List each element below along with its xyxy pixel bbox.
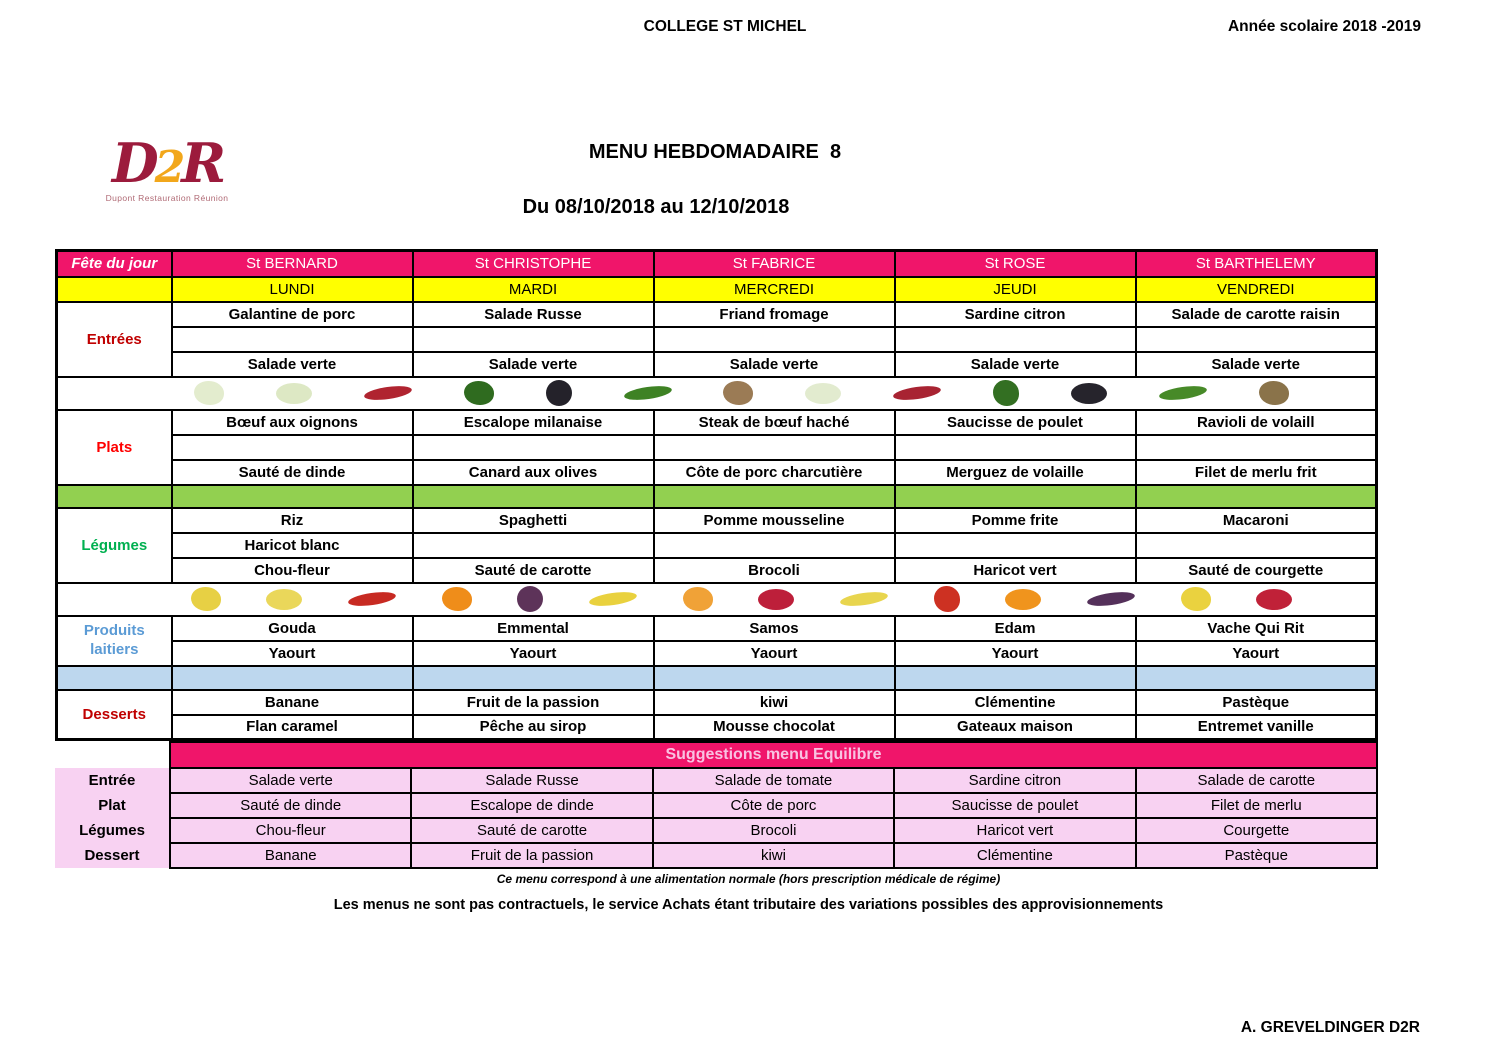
suggestion-cell: Sauté de dinde (170, 793, 411, 818)
black-olives-photo (1071, 383, 1107, 404)
menu-cell: Yaourt (654, 641, 895, 666)
menu-cell: Sauté de carotte (413, 558, 654, 583)
suggestions-header: Suggestions menu Equilibre (170, 742, 1377, 768)
menu-cell: Salade verte (1136, 352, 1377, 377)
suggestion-cell: Saucisse de poulet (894, 793, 1135, 818)
menu-cell: Friand fromage (654, 302, 895, 327)
menu-cell: Salade Russe (413, 302, 654, 327)
saint-header-wednesday: St FABRICE (654, 251, 895, 277)
menu-cell: Bœuf aux oignons (172, 410, 413, 435)
suggestion-cell: Fruit de la passion (411, 843, 652, 868)
saint-header-friday: St BARTHELEMY (1136, 251, 1377, 277)
suggestion-cell: kiwi (653, 843, 894, 868)
blue-separator-cell (57, 666, 172, 690)
suggestion-label-dessert: Dessert (55, 843, 170, 868)
menu-cell (413, 327, 654, 352)
green-separator-cell (654, 485, 895, 508)
menu-cell (895, 435, 1136, 460)
menu-cell: Edam (895, 616, 1136, 641)
bananas-photo (588, 590, 637, 609)
mushrooms-photo (723, 381, 753, 405)
menu-cell: Pêche au sirop (413, 715, 654, 740)
lemon-slice-photo (266, 589, 302, 610)
suggestion-label-legumes: Légumes (55, 818, 170, 843)
menu-cell: Steak de bœuf haché (654, 410, 895, 435)
suggestion-cell: Pastèque (1136, 843, 1377, 868)
blue-separator-cell (654, 666, 895, 690)
blue-separator-cell (172, 666, 413, 690)
menu-disclaimer-contractuel: Les menus ne sont pas contractuels, le service Achats étant tributaire des variations possibles des approvisionnements (333, 897, 1164, 913)
menu-cell: kiwi (654, 690, 895, 715)
menu-cell: Saucisse de poulet (895, 410, 1136, 435)
menu-cell: Filet de merlu frit (1136, 460, 1377, 485)
suggestion-cell: Escalope de dinde (411, 793, 652, 818)
cherry-tomatoes-photo (347, 590, 396, 609)
green-separator-cell (895, 485, 1136, 508)
school-year: Année scolaire 2018 -2019 (1227, 18, 1421, 35)
menu-cell: Escalope milanaise (413, 410, 654, 435)
blue-separator-cell (895, 666, 1136, 690)
fruit-images-row (58, 586, 1375, 612)
signature: A. GREVELDINGER D2R (1240, 1019, 1420, 1036)
suggestion-cell: Brocoli (653, 818, 894, 843)
green-separator-cell (413, 485, 654, 508)
fennel-photo (194, 381, 224, 405)
menu-table-wrapper (55, 249, 1378, 869)
menu-cell: Salade verte (172, 352, 413, 377)
suggestion-cell: Courgette (1136, 818, 1377, 843)
greens-photo (1158, 384, 1207, 403)
raspberries-photo (758, 589, 794, 610)
menu-cell: Côte de porc charcutière (654, 460, 895, 485)
saint-header-tuesday: St CHRISTOPHE (413, 251, 654, 277)
menu-cell: Pomme frite (895, 508, 1136, 533)
suggestion-cell: Banane (170, 843, 411, 868)
pomegranate-photo (363, 384, 412, 403)
suggestion-cell: Salade de tomate (653, 768, 894, 793)
section-label-produits-laitiers (57, 616, 172, 666)
logo-tagline: Dupont Restauration Réunion (105, 193, 229, 203)
suggestion-cell: Haricot vert (894, 818, 1135, 843)
menu-cell: Salade verte (895, 352, 1136, 377)
lemon-slice-photo (839, 590, 888, 609)
menu-cell: Gateaux maison (895, 715, 1136, 740)
green-separator-cell (1136, 485, 1377, 508)
menu-cell: Chou-fleur (172, 558, 413, 583)
fruits-photo-strip (57, 583, 1377, 616)
zucchini-photo (464, 381, 494, 405)
lemon-photo (191, 587, 221, 611)
menu-cell: Sauté de courgette (1136, 558, 1377, 583)
saint-header-monday: St BERNARD (172, 251, 413, 277)
produits-laitiers-text: Produits laitiers (83, 621, 145, 658)
menu-cell: Haricot blanc (172, 533, 413, 558)
menu-cell: Riz (172, 508, 413, 533)
suggestion-label-plat: Plat (55, 793, 170, 818)
saint-header-thursday: St ROSE (895, 251, 1136, 277)
menu-cell: Yaourt (895, 641, 1136, 666)
suggestion-cell: Clémentine (894, 843, 1135, 868)
menu-cell (654, 327, 895, 352)
menu-cell: Emmental (413, 616, 654, 641)
vegetable-images-row (58, 380, 1375, 406)
suggestion-cell: Chou-fleur (170, 818, 411, 843)
blue-separator-cell (1136, 666, 1377, 690)
menu-cell: Yaourt (172, 641, 413, 666)
day-header-thursday: JEUDI (895, 277, 1136, 302)
zucchini-photo (993, 380, 1019, 406)
orange-slice-photo (442, 587, 472, 611)
suggestion-cell: Filet de merlu (1136, 793, 1377, 818)
menu-cell: Banane (172, 690, 413, 715)
orange-slice-photo (1005, 589, 1041, 610)
green-separator-cell (172, 485, 413, 508)
fennel-photo (805, 383, 841, 404)
menu-cell: Fruit de la passion (413, 690, 654, 715)
logo-letter-d: D (111, 131, 155, 195)
menu-table (55, 249, 1378, 741)
suggestion-cell: Côte de porc (653, 793, 894, 818)
menu-cell: Canard aux olives (413, 460, 654, 485)
menu-cell: Macaroni (1136, 508, 1377, 533)
figs-photo (517, 586, 543, 612)
suggestion-cell: Sardine citron (894, 768, 1135, 793)
day-header-tuesday: MARDI (413, 277, 654, 302)
menu-cell: Flan caramel (172, 715, 413, 740)
vegetables-photo-strip (57, 377, 1377, 410)
suggestion-label-entree: Entrée (55, 768, 170, 793)
suggestion-cell: Salade Russe (411, 768, 652, 793)
menu-cell: Clémentine (895, 690, 1136, 715)
menu-cell: Sardine citron (895, 302, 1136, 327)
menu-cell: Mousse chocolat (654, 715, 895, 740)
menu-cell: Haricot vert (895, 558, 1136, 583)
menu-cell (172, 327, 413, 352)
menu-cell: Spaghetti (413, 508, 654, 533)
menu-cell (172, 435, 413, 460)
menu-disclaimer-regime: Ce menu correspond à une alimentation normale (hors prescription médicale de régime) (496, 872, 1001, 886)
cherry-tomatoes-photo (934, 586, 960, 612)
menu-cell (654, 533, 895, 558)
menu-cell (654, 435, 895, 460)
menu-cell: Yaourt (413, 641, 654, 666)
fete-du-jour-label: Fête du jour (57, 251, 172, 277)
suggestion-cell: Salade de carotte (1136, 768, 1377, 793)
blue-separator-cell (413, 666, 654, 690)
empty-yellow-cell (57, 277, 172, 302)
menu-cell (895, 327, 1136, 352)
menu-cell (413, 435, 654, 460)
figs-photo (1086, 590, 1135, 609)
day-header-wednesday: MERCREDI (654, 277, 895, 302)
seeds-photo (1259, 381, 1289, 405)
section-label-plats: Plats (57, 410, 172, 485)
menu-cell (1136, 435, 1377, 460)
menu-cell: Merguez de volaille (895, 460, 1136, 485)
apricots-photo (683, 587, 713, 611)
menu-cell (413, 533, 654, 558)
menu-cell: Gouda (172, 616, 413, 641)
suggestions-corner-cell (55, 742, 170, 768)
menu-title: MENU HEBDOMADAIRE 8 (588, 141, 842, 163)
menu-date-range: Du 08/10/2018 au 12/10/2018 (522, 196, 790, 218)
menu-cell: Galantine de porc (172, 302, 413, 327)
menu-cell: Brocoli (654, 558, 895, 583)
menu-cell: Pomme mousseline (654, 508, 895, 533)
menu-cell: Pastèque (1136, 690, 1377, 715)
menu-cell (1136, 327, 1377, 352)
school-name: COLLEGE ST MICHEL (643, 18, 807, 35)
suggestions-table (55, 741, 1378, 869)
logo-letter-r: R (181, 131, 223, 195)
green-separator-cell (57, 485, 172, 508)
menu-cell: Samos (654, 616, 895, 641)
section-label-entrees: Entrées (57, 302, 172, 377)
suggestion-cell: Salade verte (170, 768, 411, 793)
spinach-photo (623, 384, 672, 403)
menu-cell: Salade verte (413, 352, 654, 377)
black-olives-photo (546, 380, 572, 406)
menu-cell: Ravioli de volaill (1136, 410, 1377, 435)
logo-digit-2: 2 (154, 142, 182, 193)
day-header-monday: LUNDI (172, 277, 413, 302)
section-label-desserts: Desserts (57, 690, 172, 740)
menu-cell: Vache Qui Rit (1136, 616, 1377, 641)
day-header-friday: VENDREDI (1136, 277, 1377, 302)
section-label-legumes: Légumes (57, 508, 172, 583)
fennel-photo (276, 383, 312, 404)
menu-cell: Salade verte (654, 352, 895, 377)
menu-cell (895, 533, 1136, 558)
menu-cell: Salade de carotte raisin (1136, 302, 1377, 327)
pomegranate-photo (893, 384, 942, 403)
menu-cell: Entremet vanille (1136, 715, 1377, 740)
suggestion-cell: Sauté de carotte (411, 818, 652, 843)
raspberries-photo (1256, 589, 1292, 610)
bananas-photo (1181, 587, 1211, 611)
menu-cell: Sauté de dinde (172, 460, 413, 485)
menu-cell (1136, 533, 1377, 558)
menu-cell: Yaourt (1136, 641, 1377, 666)
